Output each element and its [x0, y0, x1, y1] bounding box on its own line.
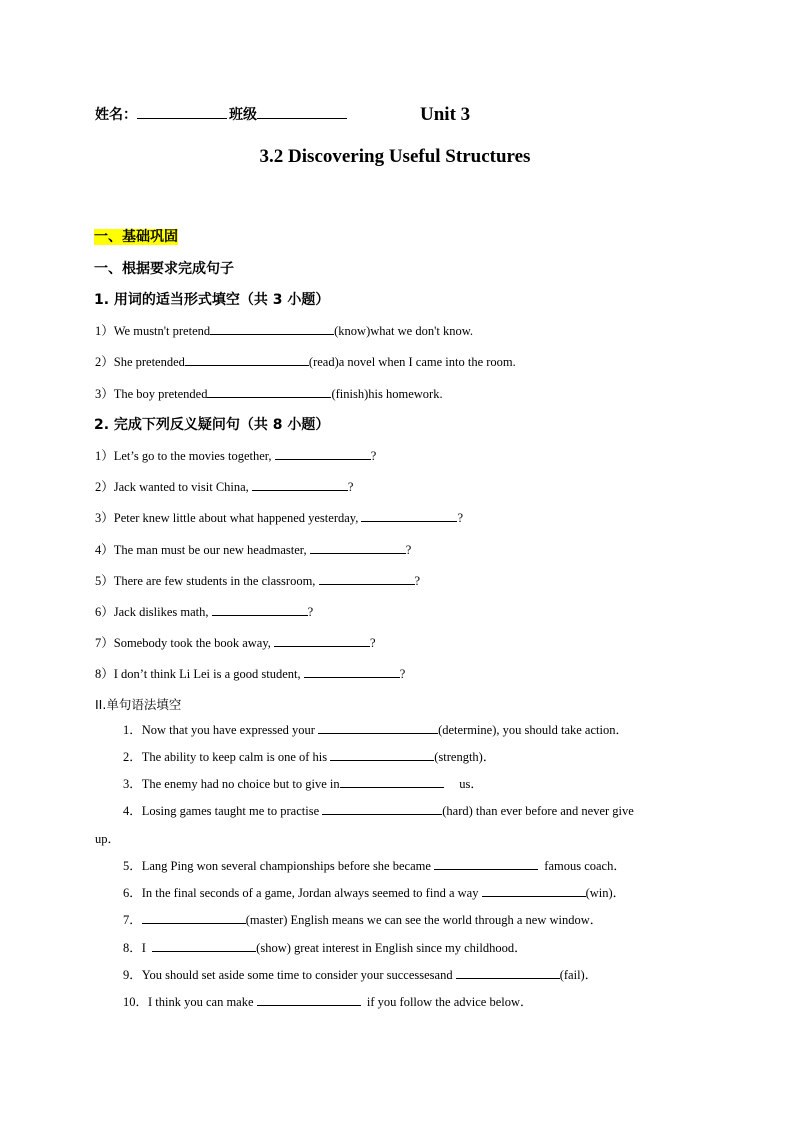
- item-text: ?: [399, 667, 406, 681]
- answer-blank[interactable]: [456, 965, 560, 979]
- grammar-item: [123, 910, 602, 928]
- q2-item: [95, 446, 376, 464]
- item-text: 1）Let’s go to the movies together,: [95, 449, 272, 463]
- item-text: 7）Somebody took the book away,: [95, 636, 271, 650]
- item-text: 10．I think you can make: [123, 995, 254, 1009]
- answer-blank[interactable]: [257, 992, 361, 1006]
- item-text: ?: [457, 511, 464, 525]
- student-info-row: [95, 104, 695, 128]
- answer-blank[interactable]: [185, 352, 309, 366]
- item-text: ?: [370, 449, 377, 463]
- item-text: 8．I: [123, 941, 146, 955]
- class-blank[interactable]: [257, 104, 347, 119]
- highlighted-section-title: 一、基础巩固: [94, 229, 178, 245]
- item-text: 4）The man must be our new headmaster,: [95, 543, 307, 557]
- q2-item: [95, 540, 411, 558]
- answer-blank[interactable]: [361, 508, 457, 522]
- question2-title: 2. 完成下列反义疑问句（共 8 小题）: [94, 417, 330, 433]
- item-text: (win)．: [585, 886, 626, 900]
- q1-item: [95, 352, 516, 370]
- item-text: 7．: [123, 913, 142, 927]
- answer-blank[interactable]: [434, 856, 538, 870]
- answer-blank[interactable]: [319, 571, 415, 585]
- item-text: ?: [405, 543, 412, 557]
- item-text: 3）The boy pretended: [95, 387, 208, 401]
- item-text: 8）I don’t think Li Lei is a good student,: [95, 667, 301, 681]
- item-text: 4．Losing games taught me to practise: [123, 804, 320, 818]
- grammar-item: [123, 801, 634, 819]
- item-text: 9．You should set aside some time to consider your successesand: [123, 968, 453, 982]
- answer-blank[interactable]: [142, 910, 246, 924]
- item-text: ?: [370, 636, 376, 650]
- q1-item: [95, 321, 473, 339]
- item-text: 2．The ability to keep calm is one of his: [123, 750, 328, 764]
- grammar-item: [123, 965, 597, 983]
- q2-item: [95, 664, 405, 682]
- item-text: ?: [347, 480, 354, 494]
- item-text: (read)a novel when I came into the room.: [308, 355, 516, 369]
- item-text: (hard) than ever before and never give: [442, 804, 634, 818]
- grammar-item: [123, 938, 527, 956]
- grammar-item: [123, 774, 483, 792]
- section-title: [94, 226, 178, 246]
- item-text: 3）Peter knew little about what happened yesterday,: [95, 511, 359, 525]
- item-text: 1）We mustn't pretend: [95, 324, 211, 338]
- item-text: ?: [414, 574, 421, 588]
- grammar-item: [123, 720, 628, 738]
- item-text: (master) English means we can see the world through a new window．: [245, 913, 603, 927]
- subtitle-text: 3.2 Discovering Useful Structures: [259, 146, 531, 167]
- q1-item: [95, 384, 443, 402]
- name-blank[interactable]: [137, 104, 227, 119]
- answer-blank[interactable]: [152, 938, 256, 952]
- item-text: if you follow the advice below．: [366, 995, 533, 1009]
- part-title: 一、根据要求完成句子: [94, 261, 234, 277]
- name-label: 姓名：: [95, 107, 137, 123]
- answer-blank[interactable]: [210, 321, 334, 335]
- item-text: (fail)．: [559, 968, 598, 982]
- class-label: 班级: [229, 107, 257, 123]
- item-text: (determine), you should take action．: [438, 723, 628, 737]
- page-subtitle: [0, 146, 794, 168]
- q2-item: [95, 633, 376, 651]
- answer-blank[interactable]: [275, 446, 371, 460]
- item-text: 1．Now that you have expressed your: [123, 723, 315, 737]
- item-text: famous coach．: [544, 859, 626, 873]
- grammar-item: [123, 992, 533, 1010]
- item-text: 5）There are few students in the classroom,: [95, 574, 316, 588]
- answer-blank[interactable]: [330, 747, 434, 761]
- item-text: (show) great interest in English since my childhood．: [256, 941, 527, 955]
- item-text: us．: [459, 777, 483, 791]
- item-text: (finish)his homework.: [331, 387, 443, 401]
- answer-blank[interactable]: [482, 883, 586, 897]
- answer-blank[interactable]: [322, 801, 442, 815]
- unit-title: Unit 3: [420, 104, 471, 125]
- item-text: 3．The enemy had no choice but to give in: [123, 777, 340, 791]
- answer-blank[interactable]: [310, 540, 406, 554]
- q2-item: [95, 602, 313, 620]
- answer-blank[interactable]: [304, 664, 400, 678]
- answer-blank[interactable]: [274, 633, 370, 647]
- section2-title: II.单句语法填空: [95, 697, 182, 712]
- item-text: (strength)．: [434, 750, 496, 764]
- item-text: ?: [307, 605, 314, 619]
- item-text: 2）Jack wanted to visit China,: [95, 480, 249, 494]
- item-text: 6．In the final seconds of a game, Jordan always seemed to find a way: [123, 886, 479, 900]
- grammar-item: [123, 747, 495, 765]
- answer-blank[interactable]: [318, 720, 438, 734]
- answer-blank[interactable]: [340, 774, 444, 788]
- q2-item: [95, 571, 420, 589]
- item-text: (know)what we don't know.: [334, 324, 474, 338]
- item-text: 5．Lang Ping won several championships before she became: [123, 859, 431, 873]
- answer-blank[interactable]: [207, 384, 331, 398]
- grammar-item-continuation: up．: [95, 832, 121, 846]
- answer-blank[interactable]: [252, 477, 348, 491]
- item-text: 2）She pretended: [95, 355, 185, 369]
- question1-title: 1. 用词的适当形式填空（共 3 小题）: [94, 292, 330, 308]
- grammar-item: [123, 856, 626, 874]
- item-text: 6）Jack dislikes math,: [95, 605, 209, 619]
- q2-item: [95, 477, 353, 495]
- q2-item: [95, 508, 463, 526]
- grammar-item: [123, 883, 625, 901]
- answer-blank[interactable]: [212, 602, 308, 616]
